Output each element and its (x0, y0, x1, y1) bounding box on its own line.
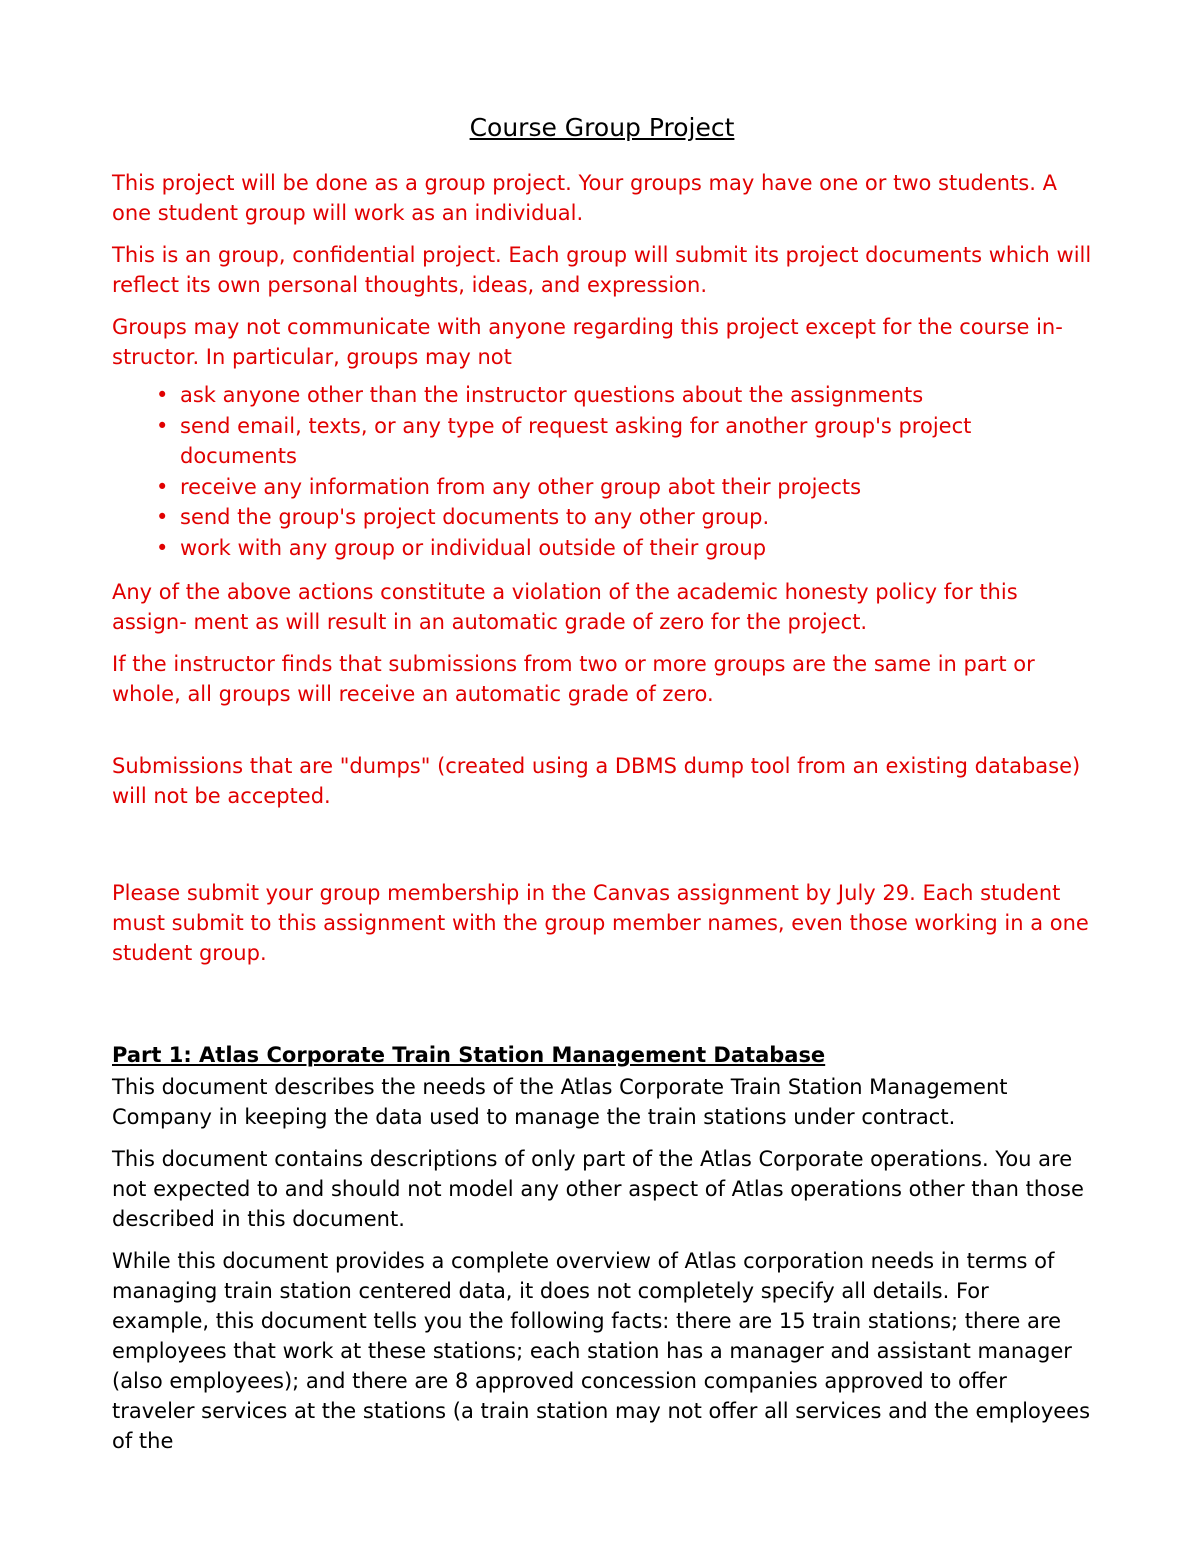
list-item (112, 533, 1092, 564)
prohibited-actions-list (112, 380, 1092, 563)
intro-paragraph-group-size: This project will be done as a group project. Your groups may have one or two students. A one student group will work as an individual. (112, 171, 1057, 225)
bullet-icon: • (156, 413, 169, 438)
document-content (112, 108, 1092, 1468)
bullet-icon: • (156, 383, 169, 407)
bullet-icon: • (156, 505, 169, 529)
intro-paragraph-communication: Groups may not communicate with anyone regarding this project except for the course in- structor. In particular, groups may not (112, 315, 1063, 369)
rule-text: work with any group or individual outside of their group (180, 535, 767, 560)
part-1-heading: Part 1: Atlas Corporate Train Station Management Database (112, 1043, 826, 1067)
rule-text: receive any information from any other group abot their projects (180, 474, 862, 499)
spacer (112, 721, 1092, 751)
part-1-paragraph-overview: While this document provides a complete overview of Atlas corporation needs in terms of managing train station centered data, it does not completely specify all details. For example, this document tells you the following facts: there are 15 train stations; there are employees that work at these stations; each station has a manager and assistant manager (also employees); and there are 8 approved concession companies approved to offer traveler services at the stations (a train station may not offer all services and the employees of the (112, 1249, 1091, 1453)
rule-text: ask anyone other than the instructor questions about the assignments (180, 383, 924, 407)
bullet-icon: • (156, 474, 169, 499)
list-item (112, 411, 1092, 472)
membership-paragraph: Please submit your group membership in the Canvas assignment by July 29. Each student must submit to this assignment with the group member names, even those working in a one student group. (112, 881, 1089, 965)
same-submission-paragraph: If the instructor finds that submissions from two or more groups are the same in part or whole, all groups will receive an automatic grade of zero. (112, 652, 1035, 706)
page-title: Course Group Project (469, 113, 735, 142)
bullet-icon: • (156, 535, 169, 560)
dumps-paragraph: Submissions that are "dumps" (created using a DBMS dump tool from an existing database) will not be accepted. (112, 754, 1081, 808)
list-item (112, 472, 1092, 503)
rule-text: send the group's project documents to any other group. (180, 505, 770, 529)
spacer (112, 980, 1092, 1040)
list-item (112, 502, 1092, 533)
rule-text: send email, texts, or any type of request asking for another group's project documents (180, 413, 972, 468)
spacer (112, 823, 1092, 878)
violation-paragraph: Any of the above actions constitute a violation of the academic honesty policy for this assign- ment as will result in an automatic grade of zero for the project. (112, 580, 1018, 634)
intro-paragraph-confidential: This is an group, confidential project. Each group will submit its project documents which will reflect its own personal thoughts, ideas, and expression. (112, 243, 1092, 297)
part-1-paragraph-needs: This document describes the needs of the Atlas Corporate Train Station Management Company in keeping the data used to manage the train stations under contract. (112, 1075, 1008, 1129)
part-1-paragraph-scope: This document contains descriptions of only part of the Atlas Corporate operations. You are not expected to and should not model any other aspect of Atlas operations other than those described in this document. (112, 1147, 1084, 1231)
list-item (112, 380, 1092, 411)
